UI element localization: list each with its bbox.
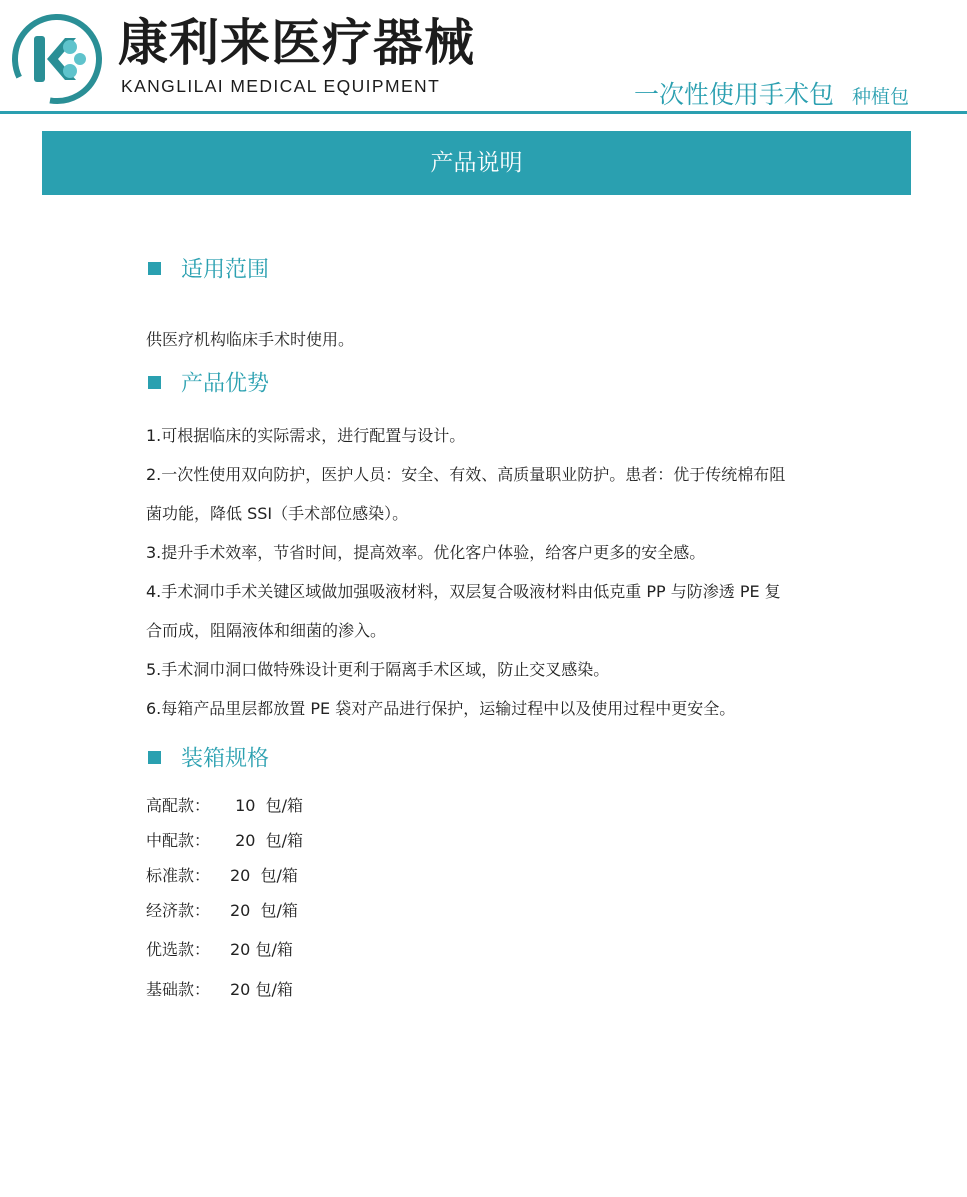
advantage-line: 2.一次性使用双向防护，医护人员：安全、有效、高质量职业防护。患者：优于传统棉布阻 <box>146 465 786 484</box>
packing-qty: 10 包/箱 <box>230 796 304 815</box>
advantage-line: 3.提升手术效率，节省时间，提高效率。优化客户体验，给客户更多的安全感。 <box>146 543 706 562</box>
advantage-line: 5.手术洞巾洞口做特殊设计更利于隔离手术区域，防止交叉感染。 <box>146 660 610 679</box>
packing-qty: 20 包/箱 <box>230 831 304 850</box>
packing-label: 中配款： <box>146 831 211 850</box>
square-bullet-icon <box>148 262 161 275</box>
product-title: 一次性使用手术包 <box>633 80 834 109</box>
brand-name-en: KANGLILAI MEDICAL EQUIPMENT <box>121 76 441 96</box>
advantages-section <box>146 368 846 728</box>
advantage-line: 1.可根据临床的实际需求，进行配置与设计。 <box>146 426 466 445</box>
packing-label: 基础款： <box>146 980 211 999</box>
product-subtitle: 种植包 <box>851 86 909 108</box>
packing-heading <box>146 743 846 775</box>
packing-label: 经济款： <box>146 901 211 920</box>
company-logo-icon <box>10 12 104 106</box>
square-bullet-icon <box>148 376 161 389</box>
square-bullet-icon <box>148 751 161 764</box>
advantage-line: 菌功能，降低 SSI（手术部位感染）。 <box>146 504 409 523</box>
packing-title: 装箱规格 <box>181 746 270 772</box>
packing-row <box>146 893 846 928</box>
packing-label: 高配款： <box>146 796 211 815</box>
advantages-heading <box>146 368 846 400</box>
advantages-list <box>146 416 846 728</box>
packing-qty: 20 包/箱 <box>230 866 298 885</box>
header <box>0 0 967 120</box>
packing-list <box>146 788 846 1003</box>
packing-row <box>146 928 846 968</box>
packing-qty: 20 包/箱 <box>230 901 298 920</box>
packing-section <box>146 743 846 1003</box>
packing-row <box>146 788 846 823</box>
packing-row <box>146 858 846 893</box>
advantages-title: 产品优势 <box>181 371 270 397</box>
packing-qty: 20 包/箱 <box>230 940 293 959</box>
header-divider <box>0 111 967 114</box>
section-banner <box>42 131 911 195</box>
packing-label: 优选款： <box>146 940 211 959</box>
advantage-line: 4.手术洞巾手术关键区域做加强吸液材料，双层复合吸液材料由低克重 PP 与防渗透 PE 复 <box>146 582 781 601</box>
packing-label: 标准款： <box>146 866 211 885</box>
scope-section <box>146 254 846 359</box>
banner-title: 产品说明 <box>430 150 523 176</box>
packing-qty: 20 包/箱 <box>230 980 293 999</box>
advantage-line: 合而成，阻隔液体和细菌的渗入。 <box>146 621 387 640</box>
brand-name-cn: 康利来医疗器械 <box>118 14 475 72</box>
scope-text: 供医疗机构临床手术时使用。 <box>146 330 355 349</box>
advantage-line: 6.每箱产品里层都放置 PE 袋对产品进行保护，运输过程中以及使用过程中更安全。 <box>146 699 736 718</box>
packing-row <box>146 823 846 858</box>
scope-title: 适用范围 <box>181 257 270 283</box>
header-product-info <box>634 80 909 112</box>
packing-row <box>146 968 846 1003</box>
scope-heading <box>146 254 846 286</box>
